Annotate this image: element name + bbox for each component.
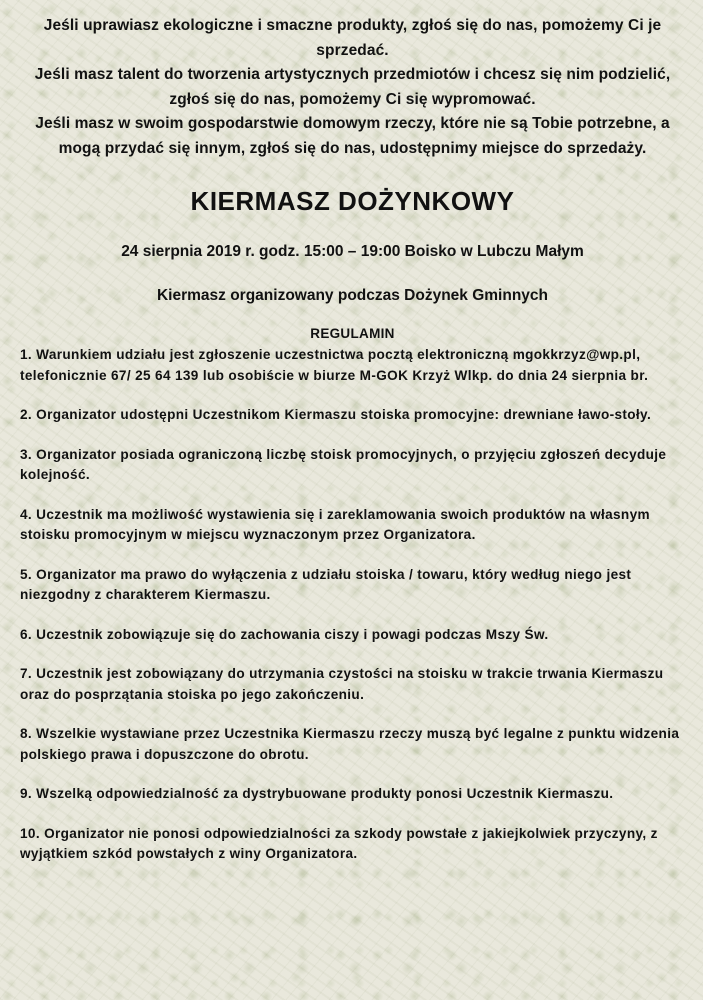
regulamin-heading: REGULAMIN <box>310 326 395 341</box>
rule-2: 2. Organizator udostępni Uczestnikom Kiermaszu stoiska promocyjne: drewniane ławo-stoły. <box>20 407 652 422</box>
rule-10: 10. Organizator nie ponosi odpowiedzialności za szkody powstałe z jakiejkolwiek przyczyny, z wyjątkiem szkód powstałych z winy Organizatora. <box>20 825 658 861</box>
rule-7: 7. Uczestnik jest zobowiązany do utrzymania czystości na stoisku w trakcie trwania Kiermaszu oraz do posprzątania stoiska po jego zakończeniu. <box>20 666 664 702</box>
event-date-location: 24 sierpnia 2019 r. godz. 15:00 – 19:00 Boisko w Lubczu Małym <box>121 243 584 260</box>
intro-paragraph-1: Jeśli uprawiasz ekologiczne i smaczne produkty, zgłoś się do nas, pomożemy Ci je sprzedać. <box>43 17 662 59</box>
regulamin-rules <box>20 345 685 865</box>
intro-paragraph-2: Jeśli masz talent do tworzenia artystycznych przedmiotów i chcesz się nim podzielić, zgłoś się do nas, pomożemy Ci się wypromować. <box>34 66 671 108</box>
rule-3: 3. Organizator posiada ograniczoną liczbę stoisk promocyjnych, o przyjęciu zgłoszeń decyduje kolejność. <box>20 446 667 482</box>
event-subtitle: Kiermasz organizowany podczas Dożynek Gminnych <box>156 287 549 304</box>
rule-4: 4. Uczestnik ma możliwość wystawienia się i zareklamowania swoich produktów na własnym stoisku promocyjnym w miejscu wyznaczonym przez Organizatora. <box>20 506 650 542</box>
rule-9: 9. Wszelką odpowiedzialność za dystrybuowane produkty ponosi Uczestnik Kiermaszu. <box>20 786 614 801</box>
rule-8: 8. Wszelkie wystawiane przez Uczestnika Kiermaszu rzeczy muszą być legalne z punktu widzenia polskiego prawa i dopuszczone do obrotu. <box>20 726 680 762</box>
rule-1: 1. Warunkiem udziału jest zgłoszenie uczestnictwa pocztą elektroniczną mgokkrzyz@wp.pl, telefonicznie 67/ 25 64 139 lub osobiście w biurze M-GOK Krzyż Wlkp. do dnia 24 sierpnia br. <box>20 347 649 383</box>
rule-6: 6. Uczestnik zobowiązuje się do zachowania ciszy i powagi podczas Mszy Św. <box>20 626 549 642</box>
intro-paragraph-3: Jeśli masz w swoim gospodarstwie domowym rzeczy, które nie są Tobie potrzebne, a mogą przydać się innym, zgłoś się do nas, udostępnimy miejsce do sprzedaży. <box>35 115 670 157</box>
intro-block <box>33 14 673 161</box>
poster-title: KIERMASZ DOŻYNKOWY <box>190 186 515 216</box>
rule-5: 5. Organizator ma prawo do wyłączenia z udziału stoiska / towaru, który według niego jest niezgodny z charakterem Kiermaszu. <box>20 566 632 602</box>
